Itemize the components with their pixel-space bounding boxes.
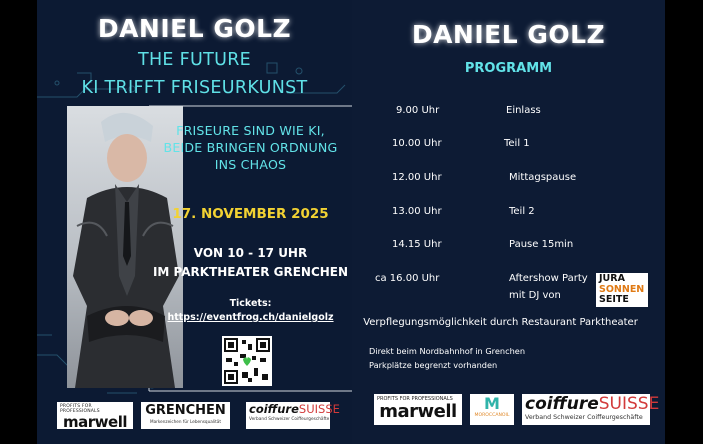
coiffure-word: coiffure bbox=[249, 402, 299, 416]
tickets-link[interactable]: https://eventfrog.ch/danielgolz bbox=[167, 312, 334, 323]
suisse-word: SUISSE bbox=[298, 402, 340, 416]
right-poster bbox=[352, 0, 665, 444]
marwell-tagline: PROFITS FOR PROFESSIONALS bbox=[60, 404, 100, 414]
grenchen-tagline: Markenzeichen für Lebensqualität bbox=[149, 419, 221, 424]
quote-line-2: BEIDE BRINGEN ORDNUNG bbox=[163, 140, 338, 155]
schedule-time-2: 10.00 Uhr bbox=[392, 138, 442, 149]
coiffure-tagline: Verband Schweizer Coiffeurgeschäfte bbox=[249, 417, 330, 422]
left-poster bbox=[37, 0, 352, 444]
program-heading: PROGRAMM bbox=[464, 61, 553, 76]
coiffure-suisse-logo-right bbox=[522, 394, 660, 425]
event-venue: IM PARKTHEATER GRENCHEN bbox=[152, 265, 349, 279]
marwell-right-wordmark: marwell bbox=[379, 401, 457, 422]
right-title: DANIEL GOLZ bbox=[411, 20, 606, 49]
schedule-item-5: Pause 15min bbox=[509, 239, 574, 250]
schedule-dj: mit DJ von bbox=[509, 290, 561, 301]
schedule-time-1: 9.00 Uhr bbox=[396, 105, 440, 116]
marwell-logo bbox=[57, 402, 133, 429]
schedule-time-5: 14.15 Uhr bbox=[392, 239, 442, 250]
moroccanoil-logo bbox=[470, 394, 514, 425]
grenchen-wordmark: GRENCHEN bbox=[145, 403, 226, 418]
catering-note: Verpflegungsmöglichkeit durch Restaurant Parktheater bbox=[363, 317, 638, 328]
quote-line-3: INS CHAOS bbox=[214, 157, 287, 172]
schedule-item-6: Aftershow Party bbox=[509, 273, 588, 284]
coiffure-suisse-logo bbox=[246, 402, 340, 429]
jura-line-1: JURA bbox=[599, 273, 625, 284]
left-title: DANIEL GOLZ bbox=[97, 14, 292, 43]
left-subtitle-2: KI TRIFFT FRISEURKUNST bbox=[81, 78, 308, 98]
schedule-time-6: ca 16.00 Uhr bbox=[375, 273, 440, 284]
schedule-item-1: Einlass bbox=[506, 105, 541, 116]
jura-sonnenseite-logo bbox=[596, 273, 648, 307]
quote-block bbox=[149, 122, 352, 173]
suisse-right-word: SUISSE bbox=[598, 394, 660, 414]
grenchen-logo bbox=[141, 402, 230, 429]
coiffure-right-tagline: Verband Schweizer Coiffeurgeschäfte bbox=[525, 414, 643, 421]
moroccanoil-mark: M bbox=[484, 394, 500, 413]
jura-line-2: SONNEN bbox=[599, 283, 645, 295]
schedule-time-3: 12.00 Uhr bbox=[392, 172, 442, 183]
coiffure-right-word: coiffure bbox=[525, 394, 599, 414]
tickets-label: Tickets: bbox=[229, 298, 272, 309]
quote-line-1: FRISEURE SIND WIE KI, bbox=[176, 123, 325, 138]
left-subtitle-1: THE FUTURE bbox=[137, 50, 252, 70]
directions-line-2: Parkplätze begrenzt vorhanden bbox=[369, 360, 498, 370]
event-time: VON 10 - 17 UHR bbox=[193, 246, 308, 260]
directions-line-1: Direkt beim Nordbahnhof in Grenchen bbox=[369, 346, 526, 356]
marwell-logo-right bbox=[374, 394, 462, 425]
event-date: 17. NOVEMBER 2025 bbox=[172, 206, 329, 222]
schedule-time-4: 13.00 Uhr bbox=[392, 206, 442, 217]
jura-line-3: SEITE bbox=[599, 294, 629, 305]
schedule-item-3: Mittagspause bbox=[509, 172, 577, 183]
moroccanoil-wordmark: MOROCCANOIL bbox=[474, 413, 510, 418]
marwell-wordmark: marwell bbox=[63, 413, 127, 431]
schedule-item-4: Teil 2 bbox=[509, 206, 535, 217]
qr-code[interactable] bbox=[222, 336, 272, 386]
schedule-item-2: Teil 1 bbox=[504, 138, 530, 149]
marwell-right-tagline: PROFITS FOR PROFESSIONALS bbox=[377, 396, 453, 402]
